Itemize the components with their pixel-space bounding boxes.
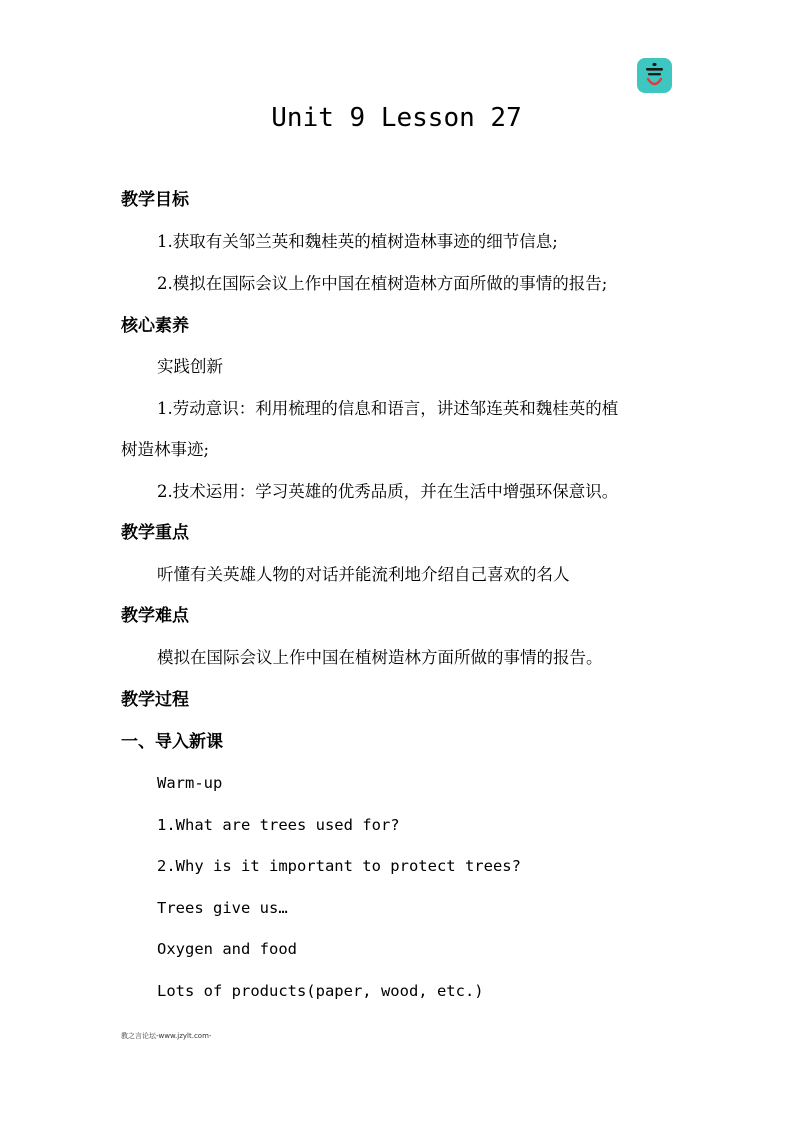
question-1: 1.What are trees used for? bbox=[157, 816, 400, 834]
intro-heading: 一、导入新课 bbox=[121, 732, 223, 752]
products-text: Lots of products(paper, wood, etc.) bbox=[157, 982, 484, 1000]
footer-source: 教之言论坛-www.jzylt.com- bbox=[121, 1032, 212, 1040]
logo-glyph bbox=[637, 58, 672, 93]
literacy-heading: 核心素养 bbox=[121, 316, 189, 336]
objective-1: 1.获取有关邹兰英和魏桂英的植树造林事迹的细节信息; bbox=[157, 232, 558, 251]
literacy-2: 2.技术运用：学习英雄的优秀品质，并在生活中增强环保意识。 bbox=[157, 482, 619, 501]
literacy-1-line2: 树造林事迹; bbox=[121, 440, 210, 459]
question-2: 2.Why is it important to protect trees? bbox=[157, 857, 521, 875]
page-title: Unit 9 Lesson 27 bbox=[271, 103, 522, 133]
oxygen-text: Oxygen and food bbox=[157, 940, 297, 958]
process-heading: 教学过程 bbox=[121, 690, 189, 710]
key-heading: 教学重点 bbox=[121, 523, 189, 543]
objective-2: 2.模拟在国际会议上作中国在植树造林方面所做的事情的报告; bbox=[157, 274, 608, 293]
difficulty-heading: 教学难点 bbox=[121, 606, 189, 626]
literacy-1-line1: 1.劳动意识：利用梳理的信息和语言，讲述邹连英和魏桂英的植 bbox=[157, 399, 619, 418]
literacy-sub: 实践创新 bbox=[157, 357, 223, 376]
difficulty-text: 模拟在国际会议上作中国在植树造林方面所做的事情的报告。 bbox=[157, 648, 603, 667]
trees-give-text: Trees give us… bbox=[157, 899, 288, 917]
warmup-text: Warm-up bbox=[157, 774, 223, 792]
jiaozhiyan-logo-icon bbox=[637, 58, 672, 93]
objectives-heading: 教学目标 bbox=[121, 190, 189, 210]
key-text: 听懂有关英雄人物的对话并能流利地介绍自己喜欢的名人 bbox=[157, 565, 570, 584]
